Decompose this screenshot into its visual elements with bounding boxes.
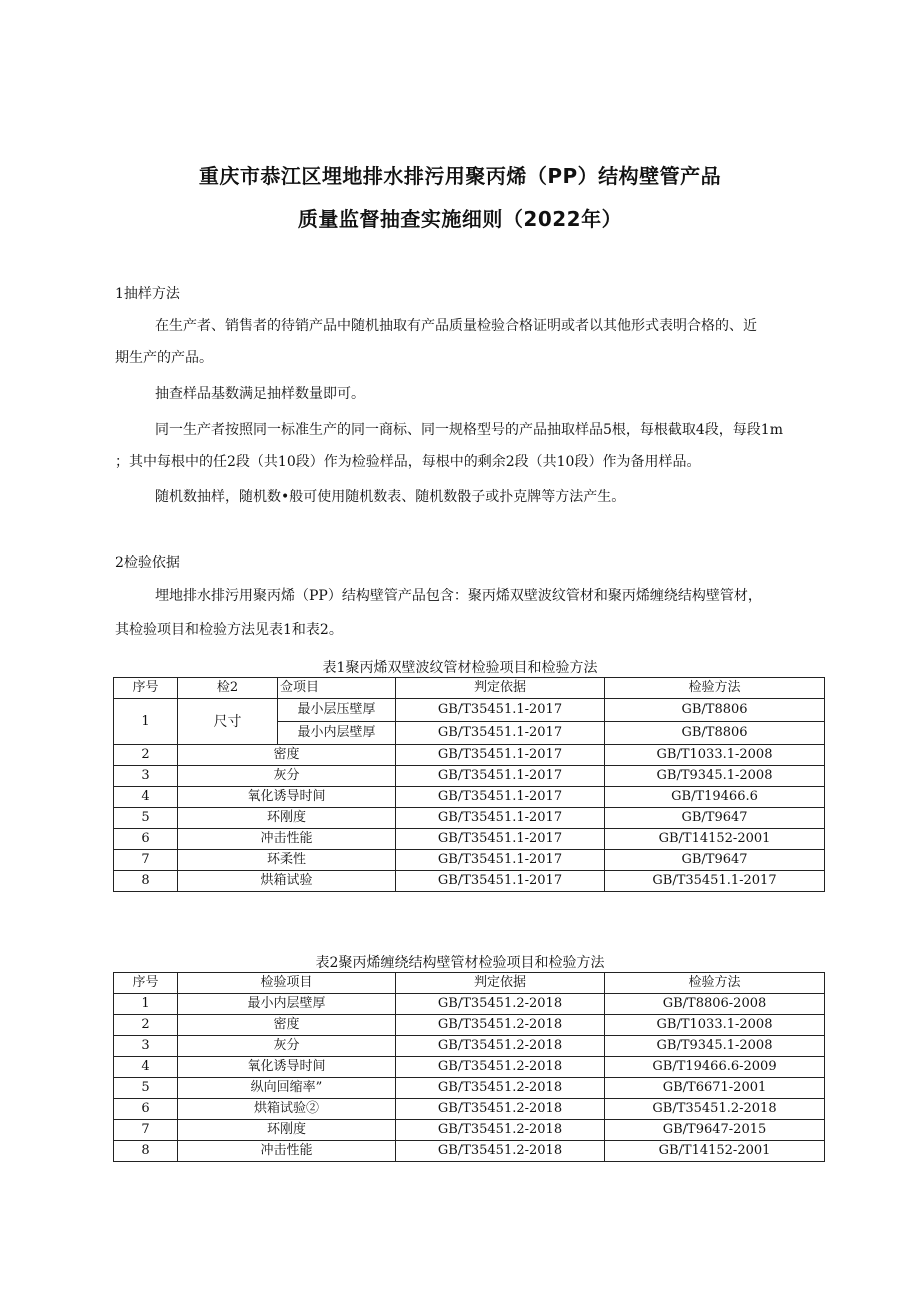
table2-cell-item: 最小内层壁厚 [178,994,396,1015]
table1-cell-method: GB/T1033.1-2008 [605,745,825,766]
table2-cell-no: 4 [114,1057,178,1078]
table1-cell-item: 烘箱试验 [178,871,396,892]
table1-cell-item: 冲击性能 [178,829,396,850]
table2-header-basis: 判定依据 [396,973,605,994]
table2-header-row [114,973,825,994]
table1-cell-basis: GB/T35451.1-2017 [396,766,605,787]
section1-paragraph4: 随机数抽样，随机数•般可使用随机数表、随机数骰子或扑克牌等方法产生。 [155,489,626,505]
table2-cell-method: GB/T35451.2-2018 [605,1099,825,1120]
table2 [113,972,825,1162]
table-row [114,1120,825,1141]
table2-cell-method: GB/T6671-2001 [605,1078,825,1099]
table2-cell-basis: GB/T35451.2-2018 [396,1036,605,1057]
table2-cell-no: 6 [114,1099,178,1120]
table2-cell-method: GB/T9345.1-2008 [605,1036,825,1057]
table1-cell-no: 1 [114,699,178,745]
document-title-line2: 质量监督抽查实施细则（2022年） [297,207,623,231]
section1-paragraph1-line1: 在生产者、销售者的待销产品中随机抽取有产品质量检验合格证明或者以其他形式表明合格的、近 [155,318,757,334]
table-row [114,766,825,787]
table-row [114,850,825,871]
document-title-line1: 重庆市恭江区埋地排水排污用聚丙烯（PP）结构壁管产品 [198,164,722,188]
table-row [114,1057,825,1078]
table1-cell-no: 8 [114,871,178,892]
table2-cell-method: GB/T19466.6-2009 [605,1057,825,1078]
table1-cell-no: 2 [114,745,178,766]
table1-cell-basis: GB/T35451.1-2017 [396,871,605,892]
section1-heading: 1抽样方法 [115,286,180,302]
section2-paragraph1-line2: 其检验项目和检验方法见表1和表2。 [115,622,343,638]
table1-cell-item: 氧化诱导时间 [178,787,396,808]
table1-caption: 表1聚丙烯双壁波纹管材检验项目和检验方法 [322,660,598,676]
table2-cell-method: GB/T1033.1-2008 [605,1015,825,1036]
table2-cell-item: 密度 [178,1015,396,1036]
table2-cell-basis: GB/T35451.2-2018 [396,994,605,1015]
table-row [114,808,825,829]
table2-cell-item: 烘箱试验② [178,1099,396,1120]
table1-cell-method: GB/T8806 [605,699,825,722]
table2-cell-no: 8 [114,1141,178,1162]
table2-cell-no: 3 [114,1036,178,1057]
table1-header-row [114,678,825,699]
table1-cell-method: GB/T9647 [605,850,825,871]
table-row [114,1036,825,1057]
table1-cell-no: 6 [114,829,178,850]
table1-cell-subitem: 最小内层壁厚 [278,722,396,745]
table2-cell-no: 7 [114,1120,178,1141]
table1-cell-method: GB/T35451.1-2017 [605,871,825,892]
table2-cell-basis: GB/T35451.2-2018 [396,1141,605,1162]
table2-cell-basis: GB/T35451.2-2018 [396,1099,605,1120]
table2-header-method: 检验方法 [605,973,825,994]
section2-heading: 2检验依据 [115,555,180,571]
table-row [114,1099,825,1120]
table2-cell-no: 5 [114,1078,178,1099]
table1-header-no: 序号 [114,678,178,699]
table1-cell-basis: GB/T35451.1-2017 [396,787,605,808]
table1-cell-method: GB/T8806 [605,722,825,745]
table2-cell-item: 冲击性能 [178,1141,396,1162]
table-row [114,787,825,808]
table2-cell-item: 灰分 [178,1036,396,1057]
table2-cell-basis: GB/T35451.2-2018 [396,1078,605,1099]
table1-cell-item: 环刚度 [178,808,396,829]
table2-cell-item: 氧化诱导时间 [178,1057,396,1078]
table1-cell-no: 4 [114,787,178,808]
table1-cell-basis: GB/T35451.1-2017 [396,699,605,722]
table-row [114,1078,825,1099]
table1-cell-method: GB/T19466.6 [605,787,825,808]
table2-cell-basis: GB/T35451.2-2018 [396,1015,605,1036]
table2-cell-method: GB/T14152-2001 [605,1141,825,1162]
table1 [113,677,825,892]
table2-cell-method: GB/T9647-2015 [605,1120,825,1141]
table-row [114,994,825,1015]
table1-cell-no: 5 [114,808,178,829]
table2-cell-item: 环刚度 [178,1120,396,1141]
table1-cell-basis: GB/T35451.1-2017 [396,850,605,871]
table1-cell-no: 3 [114,766,178,787]
table1-header-item-a: 检2 [178,678,278,699]
table1-cell-subitem: 最小层压壁厚 [278,699,396,722]
table1-cell-item: 尺寸 [178,699,278,745]
table-row [114,829,825,850]
section1-paragraph2: 抽查样品基数满足抽样数量即可。 [155,386,365,402]
table-row [114,1141,825,1162]
table1-cell-method: GB/T9345.1-2008 [605,766,825,787]
section2-paragraph1-line1: 埋地排水排污用聚丙烯（PP）结构壁管产品包含：聚丙烯双壁波纹管材和聚丙烯缠绕结构壁管材， [155,588,762,604]
table-row [114,745,825,766]
table-row [114,871,825,892]
table2-cell-basis: GB/T35451.2-2018 [396,1120,605,1141]
table1-header-method: 检验方法 [605,678,825,699]
table1-cell-item: 密度 [178,745,396,766]
table1-cell-basis: GB/T35451.1-2017 [396,808,605,829]
table1-cell-basis: GB/T35451.1-2017 [396,829,605,850]
table1-cell-method: GB/T14152-2001 [605,829,825,850]
table1-header-basis: 判定依据 [396,678,605,699]
table1-cell-basis: GB/T35451.1-2017 [396,722,605,745]
section1-paragraph1-line2: 期生产的产品。 [115,350,213,366]
table2-cell-method: GB/T8806-2008 [605,994,825,1015]
table1-cell-no: 7 [114,850,178,871]
table1-cell-item: 环柔性 [178,850,396,871]
table2-cell-no: 2 [114,1015,178,1036]
table2-header-no: 序号 [114,973,178,994]
table-row [114,1015,825,1036]
table1-cell-basis: GB/T35451.1-2017 [396,745,605,766]
table1-cell-item: 灰分 [178,766,396,787]
table2-cell-basis: GB/T35451.2-2018 [396,1057,605,1078]
table2-cell-item: 纵向回缩率” [178,1078,396,1099]
table2-cell-no: 1 [114,994,178,1015]
table1-cell-method: GB/T9647 [605,808,825,829]
table-row [114,699,825,722]
table1-header-item-b: 佥项目 [278,678,396,699]
section1-paragraph3-line2: ；其中每根中的任2段（共10段）作为检验样品，每根中的剩余2段（共10段）作为备用样品。 [115,454,701,470]
table2-caption: 表2聚丙烯缠绕结构壁管材检验项目和检验方法 [315,955,605,971]
table2-header-item: 检验项目 [178,973,396,994]
section1-paragraph3-line1: 同一生产者按照同一标准生产的同一商标、同一规格型号的产品抽取样品5根，每根截取4段，每段1m [155,422,783,438]
